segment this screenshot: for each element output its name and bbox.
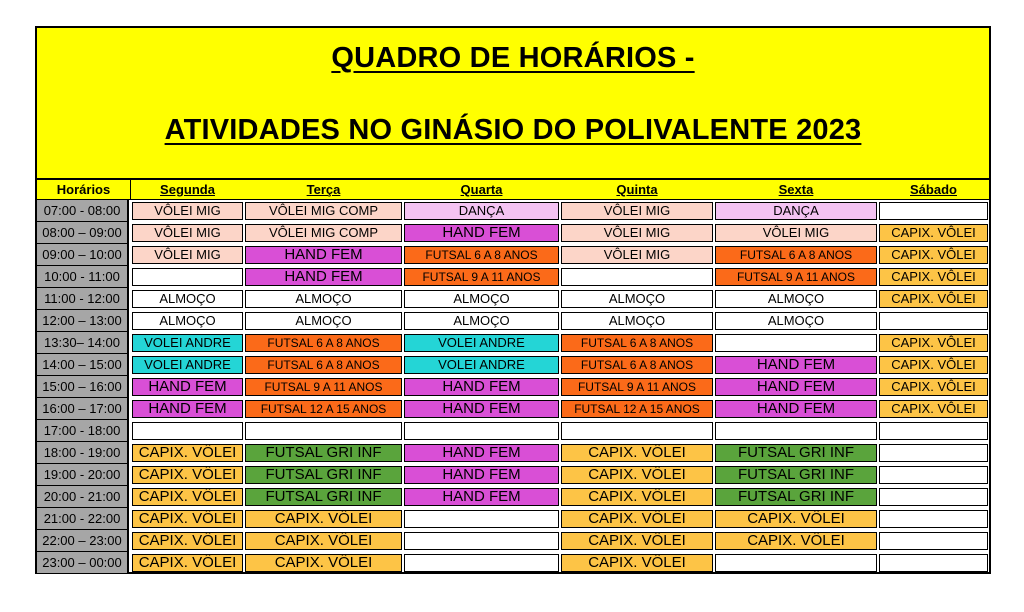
column-header-quarta: Quarta [403,180,561,200]
schedule-cell-segunda: VÔLEI MIG [132,246,243,264]
schedule-cell-segunda: HAND FEM [132,400,243,418]
schedule-cell-sabado: CAPIX. VÔLEI [879,400,988,418]
schedule-cell-quinta: CAPIX. VÔLEI [561,554,713,572]
schedule-cell-quinta: FUTSAL 9 A 11 ANOS [561,378,713,396]
table-row [37,244,989,266]
time-slot: 17:00 - 18:00 [37,420,129,442]
time-slot: 23:00 – 00:00 [37,552,129,574]
schedule-cell-quarta [404,510,559,528]
schedule-cell-sexta [715,554,877,572]
time-slot: 15:00 – 16:00 [37,376,129,398]
schedule-cell-segunda: CAPIX. VÔLEI [132,532,243,550]
table-row [37,332,989,354]
schedule-cell-terca: VÔLEI MIG COMP [245,224,402,242]
schedule-cell-terca: ALMOÇO [245,312,402,330]
column-header-horarios: Horários [37,180,131,200]
schedule-cell-terca [245,422,402,440]
column-header-sabado: Sábado [878,180,990,200]
schedule-cell-quarta: DANÇA [404,202,559,220]
title-line-2: ATIVIDADES NO GINÁSIO DO POLIVALENTE 2023 [164,114,862,146]
time-slot: 13:30– 14:00 [37,332,129,354]
schedule-cell-sabado [879,532,988,550]
schedule-cell-sexta: FUTSAL 9 A 11 ANOS [715,268,877,286]
schedule-cell-quarta: ALMOÇO [404,312,559,330]
table-row [37,398,989,420]
schedule-cell-quinta: CAPIX. VÔLEI [561,510,713,528]
schedule-cell-segunda [132,422,243,440]
schedule-cell-segunda: VOLEI ANDRE [132,356,243,374]
schedule-cell-quinta: ALMOÇO [561,312,713,330]
schedule-cell-sabado [879,444,988,462]
schedule-cell-sabado: CAPIX. VÔLEI [879,268,988,286]
schedule-cell-terca: HAND FEM [245,246,402,264]
schedule-cell-segunda: VOLEI ANDRE [132,334,243,352]
schedule-cell-segunda: CAPIX. VÔLEI [132,488,243,506]
schedule-cell-sexta: FUTSAL GRI INF [715,444,877,462]
schedule-cell-sexta: FUTSAL 6 A 8 ANOS [715,246,877,264]
schedule-cell-quarta [404,532,559,550]
time-slot: 09:00 – 10:00 [37,244,129,266]
schedule-cell-sabado [879,510,988,528]
schedule-cell-terca: ALMOÇO [245,290,402,308]
schedule-cell-sabado: CAPIX. VÔLEI [879,290,988,308]
schedule-cell-quinta: CAPIX. VÔLEI [561,444,713,462]
schedule-cell-quarta: HAND FEM [404,488,559,506]
column-header-quinta: Quinta [560,180,715,200]
schedule-cell-quinta: FUTSAL 6 A 8 ANOS [561,356,713,374]
schedule-cell-quinta: ALMOÇO [561,290,713,308]
table-row [37,354,989,376]
title-banner [37,28,989,180]
schedule-cell-quinta: FUTSAL 6 A 8 ANOS [561,334,713,352]
schedule-cell-quarta: HAND FEM [404,378,559,396]
schedule-cell-sexta: HAND FEM [715,400,877,418]
time-slot: 12:00 – 13:00 [37,310,129,332]
schedule-cell-sexta: VÔLEI MIG [715,224,877,242]
schedule-cell-quarta: HAND FEM [404,444,559,462]
schedule-cell-quinta [561,422,713,440]
schedule-cell-sexta: ALMOÇO [715,290,877,308]
time-slot: 19:00 - 20:00 [37,464,129,486]
schedule-cell-sabado [879,202,988,220]
schedule-cell-quarta: HAND FEM [404,466,559,484]
schedule-cell-terca: FUTSAL 9 A 11 ANOS [245,378,402,396]
table-row [37,222,989,244]
schedule-cell-sexta: ALMOÇO [715,312,877,330]
schedule-cell-terca: VÔLEI MIG COMP [245,202,402,220]
table-row [37,200,989,222]
table-row [37,266,989,288]
schedule-cell-segunda: CAPIX. VÔLEI [132,444,243,462]
schedule-sheet [35,26,991,574]
schedule-cell-terca: CAPIX. VÔLEI [245,554,402,572]
schedule-cell-sabado: CAPIX. VÔLEI [879,334,988,352]
column-header-segunda: Segunda [131,180,245,200]
time-slot: 22:00 – 23:00 [37,530,129,552]
schedule-cell-sabado [879,312,988,330]
title-line-1: QUADRO DE HORÁRIOS - [331,42,695,74]
schedule-cell-terca: FUTSAL 12 A 15 ANOS [245,400,402,418]
schedule-cell-quarta [404,554,559,572]
schedule-cell-sabado [879,488,988,506]
schedule-cell-sabado: CAPIX. VÔLEI [879,356,988,374]
time-slot: 21:00 - 22:00 [37,508,129,530]
time-slot: 16:00 – 17:00 [37,398,129,420]
column-header-terca: Terça [244,180,404,200]
schedule-cell-quarta: HAND FEM [404,400,559,418]
schedule-cell-quarta: ALMOÇO [404,290,559,308]
schedule-cell-sabado [879,466,988,484]
schedule-cell-quarta: HAND FEM [404,224,559,242]
schedule-cell-segunda: CAPIX. VÔLEI [132,510,243,528]
table-row [37,552,989,574]
schedule-cell-quinta: VÔLEI MIG [561,246,713,264]
table-row [37,486,989,508]
schedule-cell-sexta: DANÇA [715,202,877,220]
table-row [37,310,989,332]
schedule-cell-sexta: FUTSAL GRI INF [715,488,877,506]
schedule-cell-sabado [879,422,988,440]
time-slot: 08:00 – 09:00 [37,222,129,244]
schedule-cell-sexta: FUTSAL GRI INF [715,466,877,484]
schedule-cell-quinta [561,268,713,286]
schedule-cell-segunda: ALMOÇO [132,312,243,330]
schedule-cell-sabado: CAPIX. VÔLEI [879,224,988,242]
schedule-cell-terca: FUTSAL GRI INF [245,488,402,506]
schedule-cell-segunda: VÔLEI MIG [132,224,243,242]
schedule-cell-sexta [715,422,877,440]
schedule-cell-segunda: CAPIX. VÔLEI [132,554,243,572]
time-slot: 11:00 - 12:00 [37,288,129,310]
schedule-cell-sexta: HAND FEM [715,378,877,396]
schedule-cell-sexta [715,334,877,352]
schedule-cell-sexta: CAPIX. VÔLEI [715,510,877,528]
schedule-cell-segunda: HAND FEM [132,378,243,396]
schedule-cell-quarta: VOLEI ANDRE [404,334,559,352]
schedule-cell-terca: FUTSAL 6 A 8 ANOS [245,356,402,374]
time-slot: 10:00 - 11:00 [37,266,129,288]
schedule-cell-sexta: CAPIX. VÔLEI [715,532,877,550]
schedule-cell-terca: CAPIX. VÔLEI [245,532,402,550]
schedule-cell-quarta: FUTSAL 9 A 11 ANOS [404,268,559,286]
schedule-cell-quinta: FUTSAL 12 A 15 ANOS [561,400,713,418]
table-row [37,288,989,310]
schedule-cell-quinta: CAPIX. VÔLEI [561,466,713,484]
table-row [37,442,989,464]
schedule-cell-quarta: VOLEI ANDRE [404,356,559,374]
schedule-cell-quarta [404,422,559,440]
schedule-cell-quarta: FUTSAL 6 A 8 ANOS [404,246,559,264]
schedule-cell-quinta: VÔLEI MIG [561,202,713,220]
schedule-cell-sabado: CAPIX. VÔLEI [879,378,988,396]
column-header-sexta: Sexta [714,180,879,200]
time-slot: 14:00 – 15:00 [37,354,129,376]
schedule-cell-quinta: CAPIX. VÔLEI [561,532,713,550]
time-slot: 07:00 - 08:00 [37,200,129,222]
schedule-cell-segunda: CAPIX. VÔLEI [132,466,243,484]
schedule-cell-segunda: VÔLEI MIG [132,202,243,220]
schedule-cell-terca: FUTSAL GRI INF [245,466,402,484]
table-row [37,464,989,486]
schedule-cell-sabado: CAPIX. VÔLEI [879,246,988,264]
schedule-cell-segunda: ALMOÇO [132,290,243,308]
time-slot: 20:00 - 21:00 [37,486,129,508]
schedule-cell-quinta: VÔLEI MIG [561,224,713,242]
schedule-cell-segunda [132,268,243,286]
table-row [37,376,989,398]
schedule-cell-quinta: CAPIX. VÔLEI [561,488,713,506]
schedule-cell-terca: FUTSAL GRI INF [245,444,402,462]
schedule-cell-terca: FUTSAL 6 A 8 ANOS [245,334,402,352]
schedule-cell-sexta: HAND FEM [715,356,877,374]
time-slot: 18:00 - 19:00 [37,442,129,464]
table-row [37,530,989,552]
table-row [37,508,989,530]
schedule-cell-sabado [879,554,988,572]
schedule-cell-terca: CAPIX. VÔLEI [245,510,402,528]
table-row [37,420,989,442]
schedule-cell-terca: HAND FEM [245,268,402,286]
